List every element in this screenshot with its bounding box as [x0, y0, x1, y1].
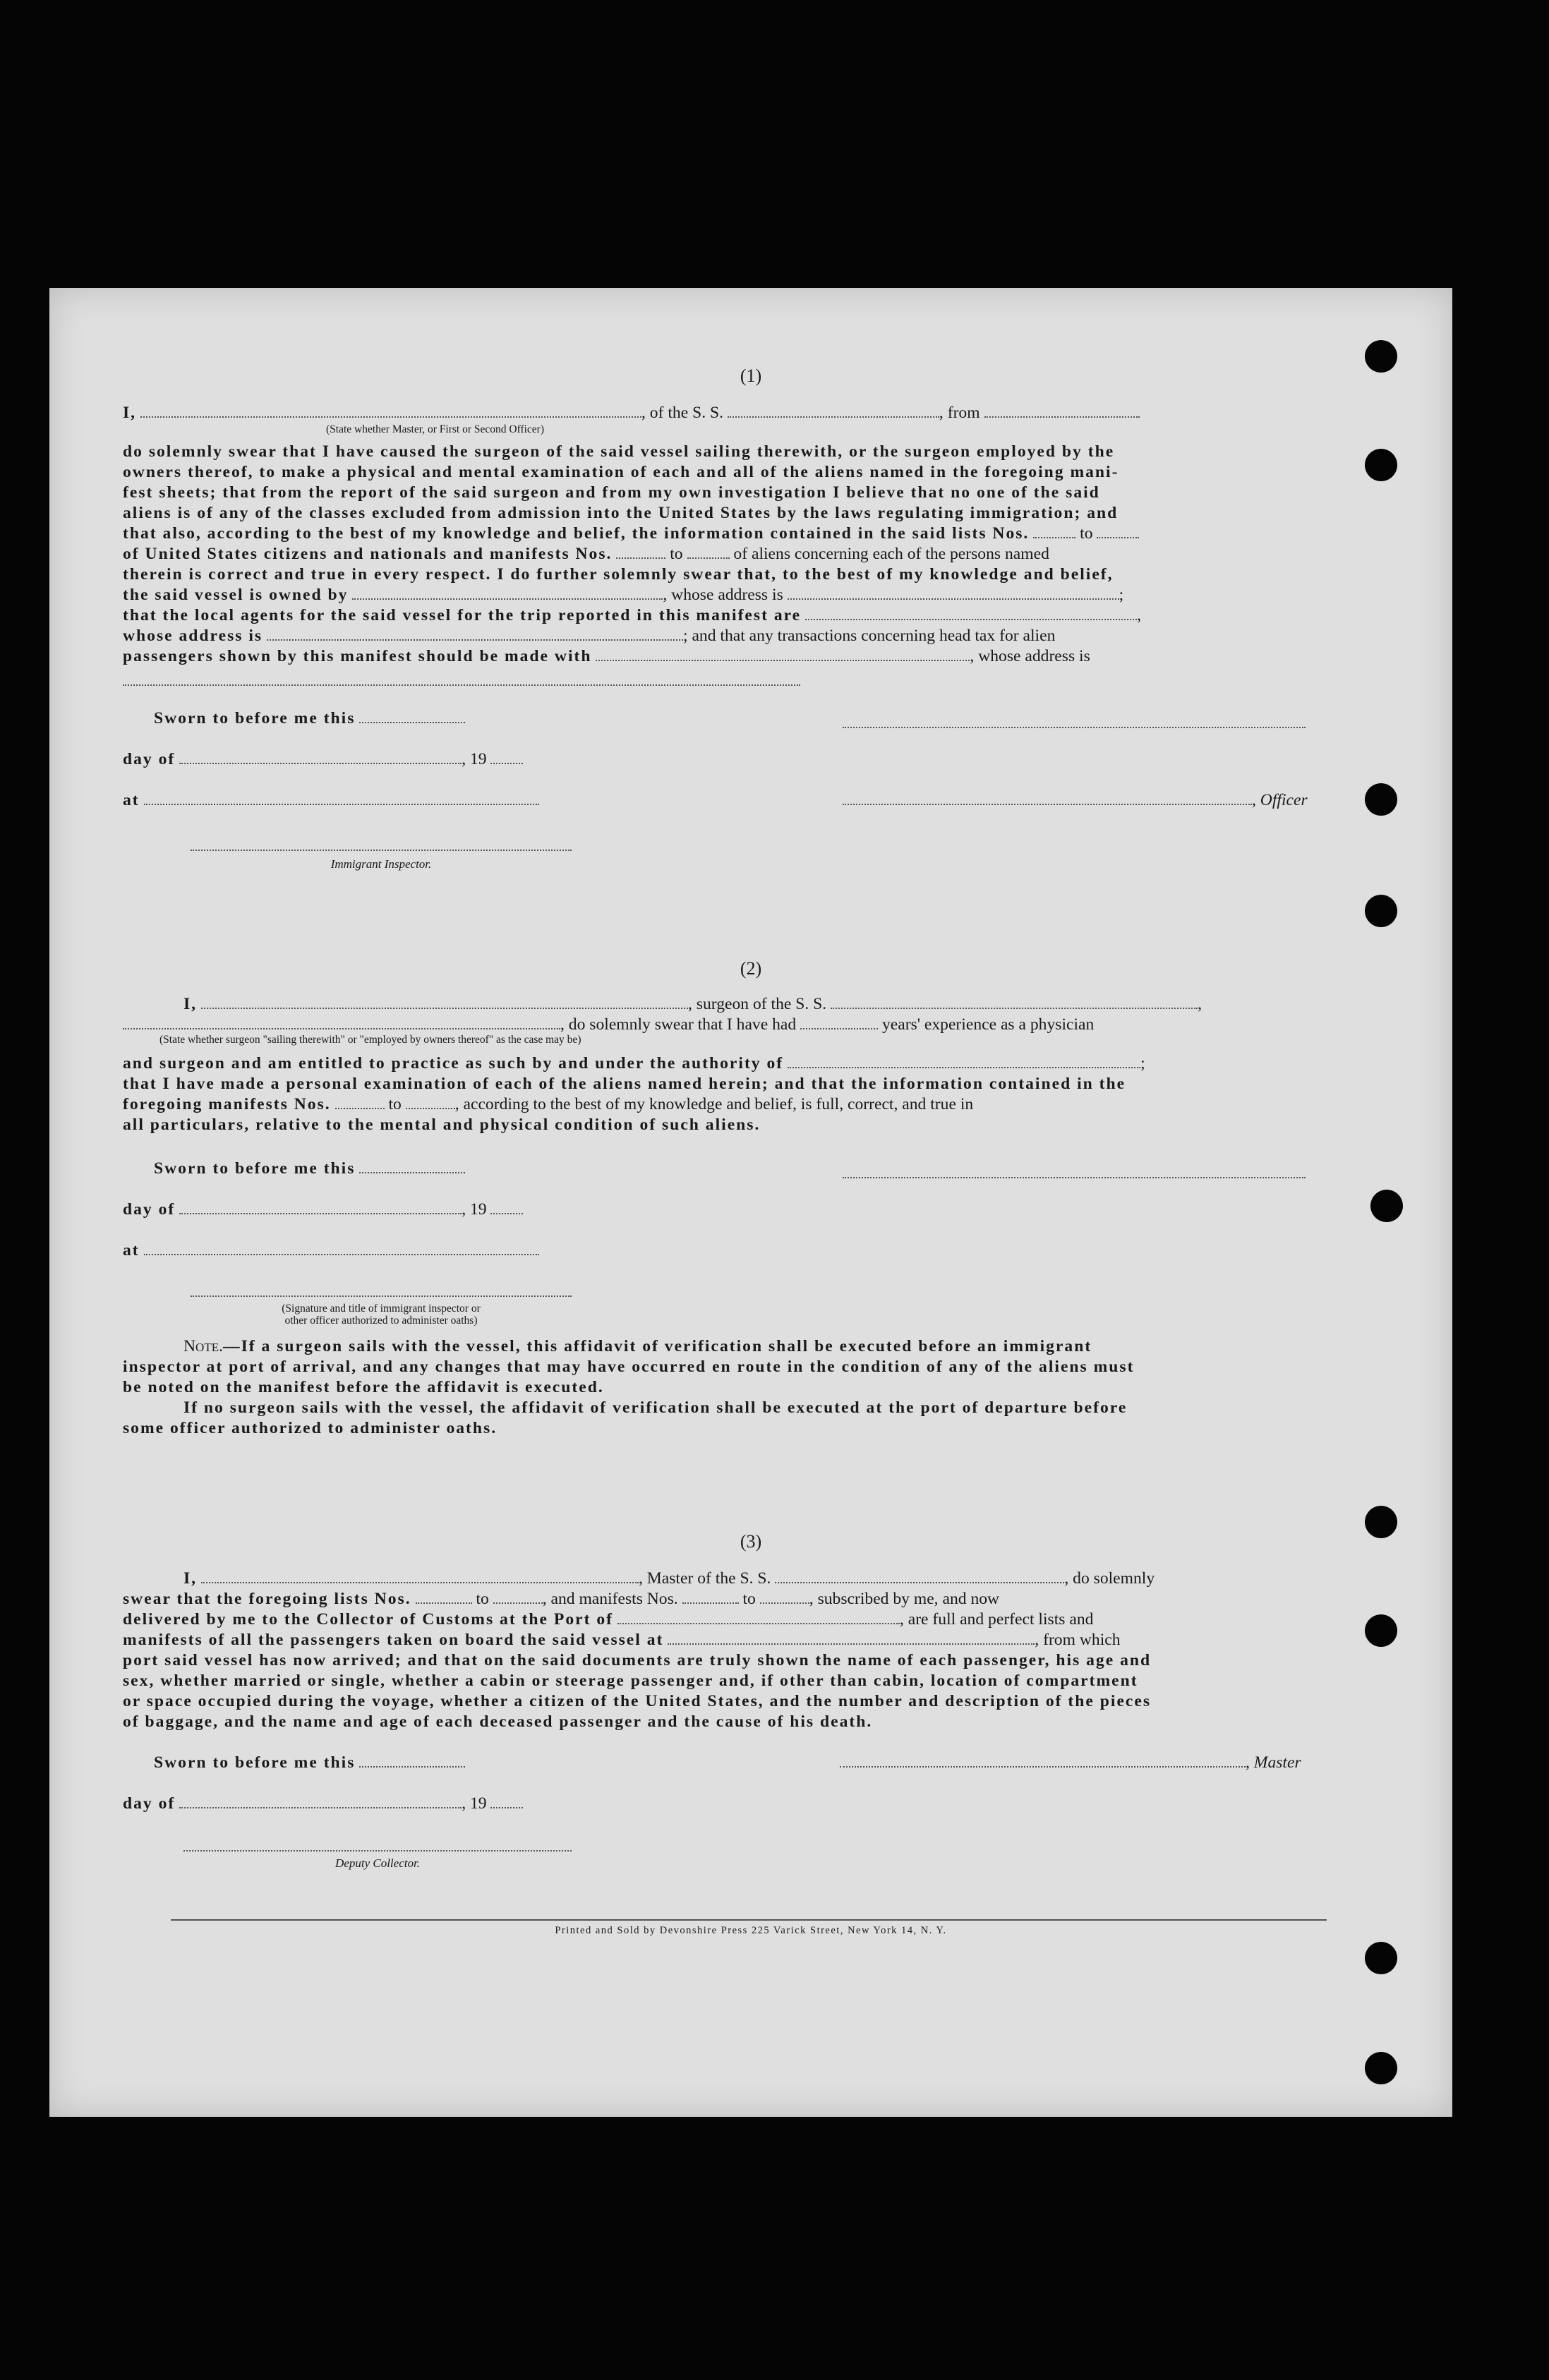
punch-hole — [1365, 1942, 1397, 1974]
inspector-signature-line — [191, 848, 572, 851]
lists-to-field — [493, 1590, 543, 1604]
day-field — [179, 1200, 462, 1214]
vessel-name-field — [831, 995, 1198, 1009]
affidavit-1-line-1: do solemnly swear that I have caused the surgeon of the said vessel sailing therewith, or the surgeon employed by the — [123, 442, 1115, 461]
surgeon-signature-line — [843, 1176, 1306, 1178]
affidavit-3-line-6: sex, whether married or single, whether a cabin or steerage passenger and, if other than cabin, location of compartment — [123, 1672, 1138, 1690]
vessel-name-field — [775, 1569, 1064, 1583]
manifests-from-field — [616, 545, 665, 559]
lists-from-field — [1033, 524, 1075, 538]
officer-signature-line — [843, 725, 1306, 728]
affidavit-2-line-4: that I have made a personal examination of each of the aliens named herein; and that the information contained in the — [123, 1075, 1126, 1093]
document-page — [49, 288, 1452, 2117]
note-line-1: Note.—If a surgeon sails with the vessel, this affidavit of verification shall be executed before an immigrant — [183, 1337, 1092, 1355]
affidavit-1-line-2: owners thereof, to make a physical and mental examination of each and all of the aliens named in the foregoing mani- — [123, 463, 1119, 481]
from-label: , from — [939, 404, 980, 422]
local-agents-field — [805, 606, 1137, 620]
day-field — [179, 1794, 462, 1808]
of-the-ss-label: , of the S. S. — [641, 404, 724, 422]
affidavit-2-caption: (State whether surgeon "sailing therewith" or "employed by owners thereof" as the case may be) — [159, 1034, 581, 1046]
agents-address-field — [267, 627, 683, 641]
affidavit-3-line-2: swear that the foregoing lists Nos. to , and manifests Nos. to , subscribed by me, and now — [123, 1590, 1000, 1608]
owner-field — [352, 586, 663, 600]
affidavit-3-line-7: or space occupied during the voyage, whether a citizen of the United States, and the number and description of the pieces — [123, 1692, 1152, 1710]
affidavit-3-intro: I, , Master of the S. S. , do solemnly — [183, 1569, 1155, 1588]
year-field — [490, 1200, 523, 1214]
affidavit-2-line-2: , do solemnly swear that I have had years' experience as a physician — [123, 1015, 1308, 1035]
affidavit-1-line-4: aliens is of any of the classes excluded from admission into the United States by the laws regulating immigration; and — [123, 504, 1119, 522]
affidavit-3-day: day of , 19 — [123, 1794, 1308, 1814]
affidavit-3-line-5: port said vessel has now arrived; and that on the said documents are truly shown the name of each passenger, his age and — [123, 1651, 1152, 1669]
manifests-from-field — [335, 1095, 385, 1109]
affidavit-1-number: (1) — [740, 366, 762, 386]
place-field — [144, 791, 539, 805]
note-label: Note. — [183, 1337, 223, 1355]
sworn-date-field — [359, 1159, 465, 1173]
departure-port-field — [984, 404, 1140, 418]
name-field — [140, 404, 641, 418]
inspector-signature-line — [191, 1294, 572, 1297]
sworn-date-field — [359, 1753, 465, 1768]
affidavit-1-intro — [123, 403, 1308, 423]
owner-address-field — [788, 586, 1119, 600]
master-name-field — [201, 1569, 639, 1583]
authority-field — [788, 1054, 1140, 1068]
punch-hole — [1365, 783, 1397, 816]
signature-caption-1: (Signature and title of immigrant inspector or — [282, 1303, 481, 1315]
port-field — [617, 1610, 900, 1624]
affidavit-2-line-6: all particulars, relative to the mental and physical condition of such aliens. — [123, 1116, 761, 1134]
note-line-4: If no surgeon sails with the vessel, the affidavit of verification shall be executed at the port of departure before — [183, 1399, 1128, 1417]
manifests-from-field — [682, 1590, 739, 1604]
affidavit-3-line-4: manifests of all the passengers taken on board the said vessel at , from which — [123, 1631, 1121, 1649]
affidavit-1-line-9: that the local agents for the said vessel for the trip reported in this manifest are , — [123, 606, 1141, 624]
years-experience-field — [800, 1015, 878, 1029]
affidavit-2-intro: I, , surgeon of the S. S. , — [183, 995, 1202, 1013]
manifests-to-field — [687, 545, 730, 559]
affidavit-2-number: (2) — [740, 958, 762, 979]
affidavit-3-number: (3) — [740, 1531, 762, 1552]
affidavit-3-sworn: Sworn to before me this — [154, 1753, 1339, 1773]
affidavit-1-caption: (State whether Master, or First or Second Officer) — [326, 423, 545, 435]
master-signature: , Master — [840, 1753, 1362, 1773]
affidavit-1-line-3: fest sheets; that from the report of the said surgeon and from my own investigation I believe that no one of the said — [123, 483, 1100, 502]
affidavit-3-line-8: of baggage, and the name and age of each deceased passenger and the cause of his death. — [123, 1712, 873, 1731]
vessel-name-field — [728, 404, 939, 418]
affidavit-1-line-7: therein is correct and true in every respect. I do further solemnly swear that, to the best of my knowledge and belief, — [123, 565, 1114, 584]
manifests-to-field — [406, 1095, 455, 1109]
signature-caption-2: other officer authorized to administer oaths) — [284, 1315, 478, 1327]
sworn-date-field — [359, 709, 465, 723]
deputy-signature-line — [183, 1849, 572, 1852]
punch-hole — [1370, 1190, 1403, 1222]
day-field — [179, 750, 462, 764]
manifests-to-field — [760, 1590, 809, 1604]
head-tax-address-field — [123, 683, 800, 686]
punch-hole — [1365, 449, 1397, 481]
master-signature-field — [840, 1753, 1246, 1768]
surgeon-name-field — [201, 995, 688, 1009]
affidavit-2-sworn: Sworn to before me this — [154, 1159, 1339, 1179]
lists-to-field — [1097, 524, 1139, 538]
head-tax-contact-field — [596, 647, 970, 661]
punch-hole — [1365, 1614, 1397, 1647]
affidavit-3-line-3: delivered by me to the Collector of Customs at the Port of , are full and perfect lists and — [123, 1610, 1094, 1629]
printer-line: Printed and Sold by Devonshire Press 225 Varick Street, New York 14, N. Y. — [555, 1925, 947, 1936]
affidavit-1-line-5: that also, according to the best of my knowledge and belief, the information contained in the said lists Nos. to — [123, 524, 1308, 544]
year-field — [490, 750, 523, 764]
affidavit-1-i: I, — [123, 404, 137, 422]
officer-field — [843, 791, 1252, 805]
affidavit-1-line-10: whose address is ; and that any transactions concerning head tax for alien — [123, 627, 1056, 645]
footer-rule — [171, 1919, 1327, 1921]
note-line-3: be noted on the manifest before the affidavit is executed. — [123, 1378, 604, 1396]
affidavit-1-line-6: of United States citizens and nationals and manifests Nos. to of aliens concerning each of the persons named — [123, 545, 1049, 563]
note-line-5: some officer authorized to administer oaths. — [123, 1419, 498, 1437]
year-field — [490, 1794, 523, 1808]
punch-hole — [1365, 2052, 1397, 2084]
lists-from-field — [416, 1590, 472, 1604]
officer-signature: , Officer — [843, 790, 1358, 811]
affidavit-1-at: at — [123, 790, 1308, 811]
affidavit-1-line-11: passengers shown by this manifest should be made with , whose address is — [123, 647, 1090, 665]
deputy-caption: Deputy Collector. — [335, 1856, 420, 1870]
affidavit-2-day: day of , 19 — [123, 1200, 1308, 1220]
surgeon-status-field — [123, 1015, 560, 1029]
affidavit-2-line-3: and surgeon and am entitled to practice as such by and under the authority of ; — [123, 1054, 1145, 1073]
boarding-port-field — [668, 1631, 1035, 1645]
inspector-caption: Immigrant Inspector. — [330, 857, 432, 871]
affidavit-2-line-5: foregoing manifests Nos. to , according to the best of my knowledge and belief, is full, correct, and true in — [123, 1095, 974, 1113]
place-field — [144, 1241, 539, 1255]
punch-hole — [1365, 895, 1397, 927]
affidavit-1-day: day of , 19 — [123, 749, 1308, 770]
note-line-2: inspector at port of arrival, and any changes that may have occurred en route in the condition of any of the aliens must — [123, 1358, 1135, 1376]
affidavit-2-at: at — [123, 1240, 1308, 1261]
affidavit-1-sworn: Sworn to before me this — [154, 708, 1339, 729]
affidavit-1-line-8: the said vessel is owned by , whose address is ; — [123, 586, 1124, 604]
